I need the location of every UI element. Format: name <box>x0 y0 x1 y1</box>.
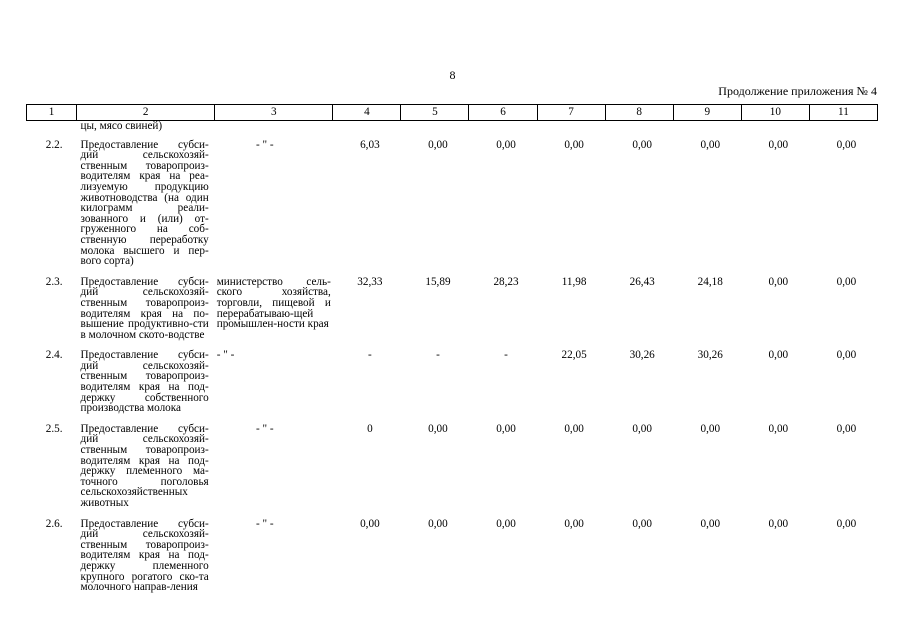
column-header: 1 <box>27 105 77 121</box>
row-number: 2.3. <box>45 275 63 288</box>
row-value: 24,18 <box>697 275 723 288</box>
row-number: 2.2. <box>45 138 63 151</box>
row-description: Предоставление субси-дий сельскохозяй-ственным товаропроиз-водителям края на по-вышение продуктивно-сти в молочном ското-водстве <box>80 275 209 341</box>
row-value: 0,00 <box>836 138 857 151</box>
column-header: 8 <box>605 105 673 121</box>
row-value: 0,00 <box>836 517 857 530</box>
row-responsible: - " - <box>255 138 274 151</box>
row-value: - <box>436 349 440 362</box>
row-responsible: - " - <box>216 349 235 362</box>
row-value: 0,00 <box>836 349 857 362</box>
row-value: 0,00 <box>836 422 857 435</box>
row-responsible: министерство сель-ского хозяйства, торговли, пищевой и перерабатываю-щей промышлен-ности края <box>216 275 331 331</box>
row-value: 32,33 <box>357 275 383 288</box>
row-number: 2.4. <box>45 349 63 362</box>
row-value: 0,00 <box>700 422 721 435</box>
row-value: 0,00 <box>564 517 584 530</box>
row-value: 0,00 <box>700 138 721 151</box>
header-row <box>27 105 878 121</box>
column-header: 3 <box>215 105 333 121</box>
row-value: 0,00 <box>768 275 789 288</box>
column-header: 6 <box>469 105 537 121</box>
row-value: 0,00 <box>632 517 652 530</box>
row-description: Предоставление субси-дий сельскохозяй-ственным товаропроиз-водителям края на под-держку племенного ма-точного поголовья сельскохозяйственных животных <box>80 422 209 509</box>
row-value: 15,89 <box>425 275 451 288</box>
column-header: 4 <box>333 105 401 121</box>
row-value: 0,00 <box>564 422 584 435</box>
column-header: 5 <box>401 105 469 121</box>
row-value: 0,00 <box>496 517 516 530</box>
row-value: 0,00 <box>632 138 652 151</box>
row-description: Предоставление субси-дий сельскохозяй-ственным товаропроиз-водителям края на под-держку племенного крупного рогатого ско-та молочного направ-ления <box>80 517 209 594</box>
row-value: 26,43 <box>629 275 655 288</box>
table-row <box>27 519 878 603</box>
column-header: 9 <box>673 105 741 121</box>
table-row <box>27 140 878 277</box>
row-value: 0,00 <box>496 422 516 435</box>
row-responsible: - " - <box>255 517 274 530</box>
row-value: 28,23 <box>493 275 519 288</box>
page-number: 8 <box>449 68 456 82</box>
table-row <box>27 277 878 351</box>
row-value: 0,00 <box>836 275 857 288</box>
row-value: 11,98 <box>561 275 587 288</box>
row-value: 0,00 <box>428 422 448 435</box>
row-value: 0,00 <box>768 138 789 151</box>
row-value: 0,00 <box>564 138 584 151</box>
row-value: - <box>368 349 372 362</box>
continuation-row <box>27 121 878 140</box>
continuation-title: Продолжение приложения № 4 <box>718 84 877 98</box>
row-value: 22,05 <box>561 349 587 362</box>
row-value: 0,00 <box>768 422 789 435</box>
row-value: 0,00 <box>632 422 652 435</box>
row-number: 2.5. <box>45 422 63 435</box>
column-header: 2 <box>77 105 215 121</box>
row-responsible: - " - <box>255 422 274 435</box>
row-number: 2.6. <box>45 517 63 530</box>
column-header: 7 <box>537 105 605 121</box>
row-value: - <box>504 349 508 362</box>
row-value: 0 <box>367 422 373 435</box>
column-header: 11 <box>809 105 877 121</box>
row-value: 30,26 <box>629 349 655 362</box>
row-value: 6,03 <box>360 138 380 151</box>
row-description: Предоставление субси-дий сельскохозяй-ственным товаропроиз-водителям края на под-держку собственного производства молока <box>80 349 209 415</box>
row-value: 0,00 <box>768 349 789 362</box>
column-header: 10 <box>741 105 809 121</box>
continuation-text: цы, мясо свиней) <box>80 120 163 132</box>
row-value: 0,00 <box>700 517 721 530</box>
table-row <box>27 350 878 424</box>
row-description: Предоставление субси-дий сельскохозяй-ственным товаропроиз-водителям края на реа-лизуемую продукцию животноводства (на один килограмм реали-зованного и (или) от-груженного на соб-ственную переработку молока высшего и пер-вого сорта) <box>80 138 209 268</box>
row-value: 0,00 <box>428 138 448 151</box>
row-value: 0,00 <box>360 517 380 530</box>
appendix-table <box>26 104 878 603</box>
row-value: 0,00 <box>428 517 448 530</box>
row-value: 0,00 <box>768 517 789 530</box>
table-row <box>27 424 878 519</box>
row-value: 30,26 <box>697 349 723 362</box>
row-value: 0,00 <box>496 138 516 151</box>
